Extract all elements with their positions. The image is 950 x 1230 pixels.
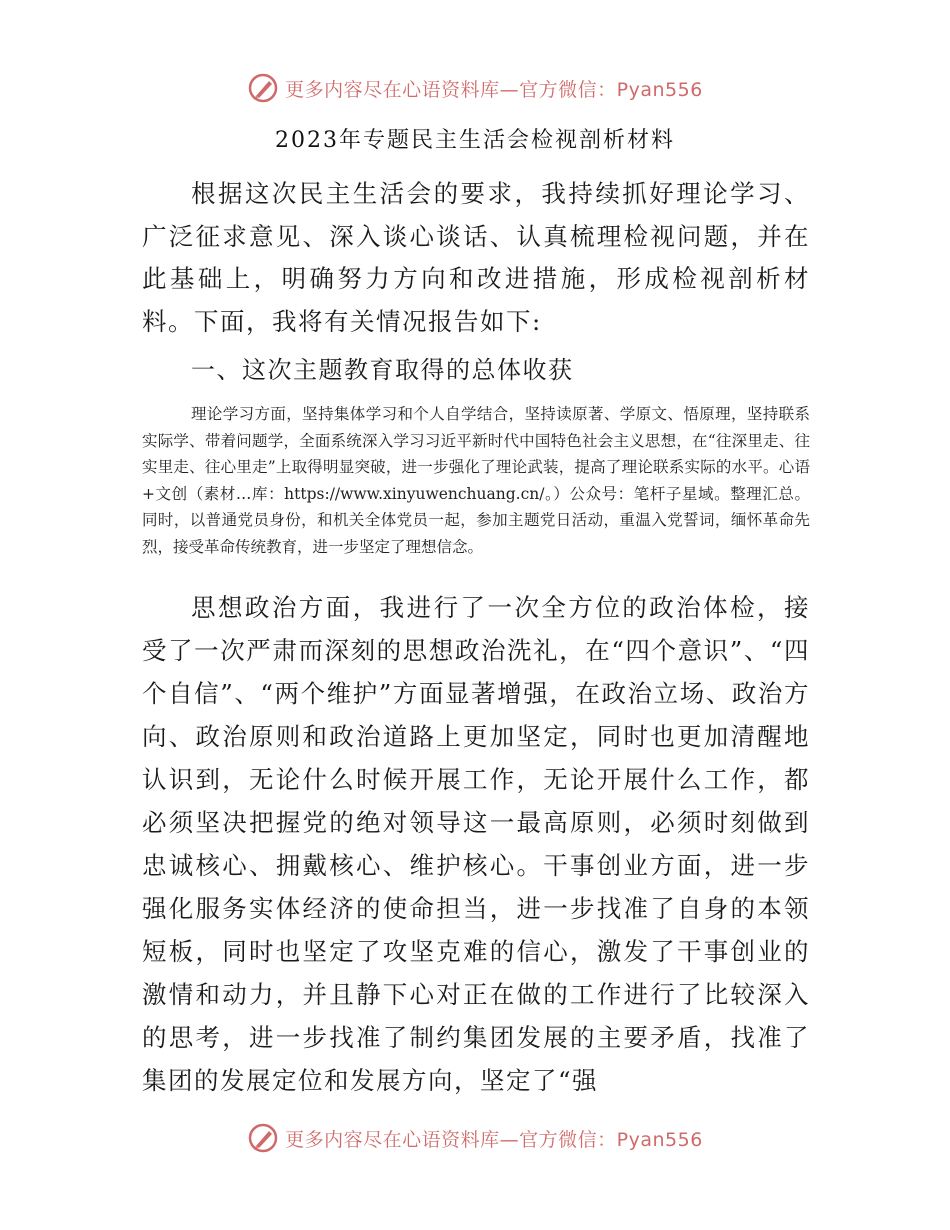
watermark-text: 更多内容尽在心语资料库—官方微信：Pyan556 xyxy=(285,78,703,101)
pen-logo-icon xyxy=(247,1122,279,1154)
political-thought-paragraph: 思想政治方面，我进行了一次全方位的政治体检，接受了一次严肃而深刻的思想政治洗礼，在“四个意识”、“四个自信”、“两个维护”方面显著增强，在政治立场、政治方向、政治原则和政治道路上更加坚定，同时也更加清醒地认识到，无论什么时候开展工作，无论开展什么工作，都必须坚决把握党的绝对领导这一最高原则，必须时刻做到忠诚核心、拥戴核心、维护核心。干事创业方面，进一步强化服务实体经济的使命担当，进一步找准了自身的本领短板，同时也坚定了攻坚克难的信心，激发了干事创业的激情和动力，并且静下心对正在做的工作进行了比较深入的思考，进一步找准了制约集团发展的主要矛盾，找准了集团的发展定位和发展方向，坚定了“强 xyxy=(142,593,810,1095)
intro-paragraph: 根据这次民主生活会的要求，我持续抓好理论学习、广泛征求意见、深入谈心谈话、认真梳理检视问题，并在此基础上，明确努力方向和改进措施，形成检视剖析材料。下面，我将有关情况报告如下: xyxy=(142,179,810,336)
theory-study-paragraph: 理论学习方面，坚持集体学习和个人自学结合，坚持读原著、学原文、悟原理，坚持联系实际学、带着问题学，全面系统深入学习习近平新时代中国特色社会主义思想，在“往深里走、往实里走、往心里走”上取得明显突破，进一步强化了理论武装，提高了理论联系实际的水平。心语+文创（素材…库：https://www.xinyuwenchuang.cn/。）公众号：笔杆子星域。整理汇总。同时，以普通党员身份，和机关全体党员一起，参加主题党日活动，重温入党誓词，缅怀革命先烈，接受革命传统教育，进一步坚定了理想信念。 xyxy=(142,405,810,556)
document-title: 2023年专题民主生活会检视剖析材料 xyxy=(275,128,675,153)
pen-logo-icon xyxy=(247,72,279,104)
header-watermark xyxy=(0,72,950,104)
watermark-text: 更多内容尽在心语资料库—官方微信：Pyan556 xyxy=(285,1128,703,1151)
footer-watermark xyxy=(0,1122,950,1154)
section-heading: 一、这次主题教育取得的总体收获 xyxy=(191,356,574,384)
